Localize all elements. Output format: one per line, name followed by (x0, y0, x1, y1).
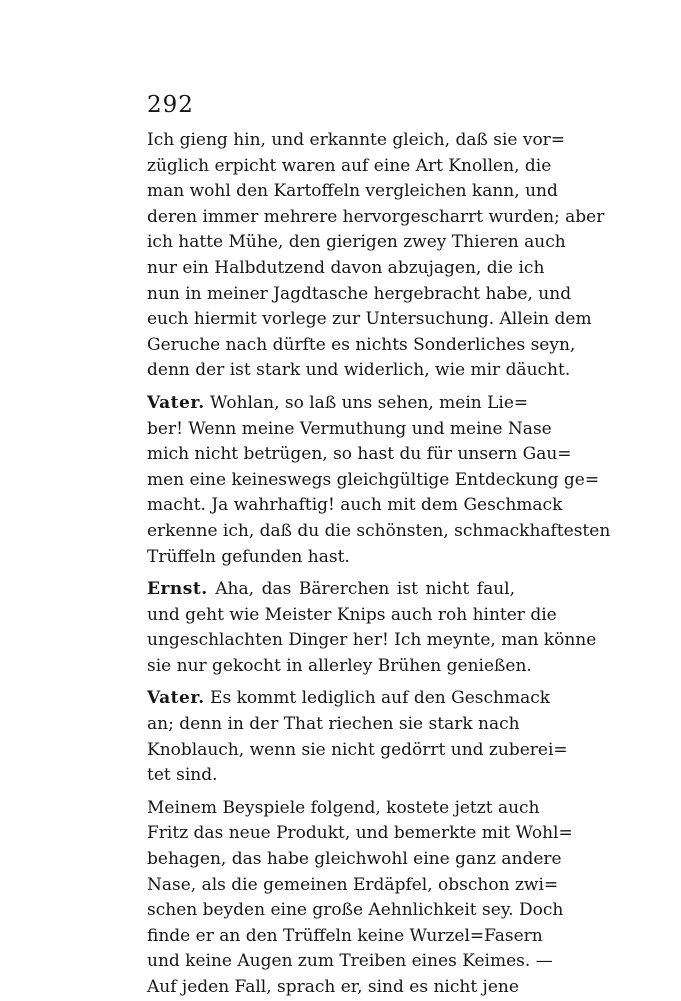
text-line: und geht wie Meister Knips auch roh hinter die (147, 604, 557, 625)
text-line: Ich gieng hin, und erkannte gleich, daß sie vor= (147, 130, 566, 150)
text-line: Geruche nach dürfte es nichts Sonderliches seyn, (147, 334, 576, 355)
text-line-rest: Es kommt lediglich auf den Geschmack (210, 688, 551, 709)
text-line: man wohl den Kartoffeln vergleichen kann, und (147, 181, 558, 202)
text-line: macht. Ja wahrhaftig! auch mit dem Geschmack (147, 495, 563, 516)
text-line: und keine Augen zum Treiben eines Keimes. — (147, 951, 553, 972)
text-line: ungeschlachten Dinger her! Ich meynte, man könne (147, 630, 597, 651)
text-line: Nase, als die gemeinen Erdäpfel, obschon zwi= (147, 874, 559, 895)
text-line-rest: Aha, das Bärerchen ist nicht faul, (215, 579, 515, 600)
speaker-name: Vater. (147, 392, 205, 413)
text-line: tet sind. (147, 765, 218, 786)
body-text (147, 128, 611, 1001)
text-line: an; denn in der That riechen sie stark nach (147, 714, 520, 735)
text-line: züglich erpicht waren auf eine Art Knollen, die (147, 155, 552, 176)
text-line: ich hatte Mühe, den gierigen zwey Thieren auch (147, 232, 566, 253)
text-line: Fritz das neue Produkt, und bemerkte mit Wohl= (147, 823, 573, 844)
paragraph-dialogue-vater-2 (147, 686, 568, 788)
text-line-with-speaker (147, 577, 515, 603)
text-line: nur ein Halbdutzend davon abzujagen, die ich (147, 257, 545, 278)
text-line: deren immer mehrere hervorgescharrt wurden; aber (147, 206, 605, 227)
paragraph-dialogue-vater-1 (147, 391, 611, 570)
text-line: erkenne ich, daß du die schönsten, schmackhaftesten (147, 520, 611, 541)
text-line: Trüffeln gefunden hast. (147, 546, 350, 567)
text-line-rest: Wohlan, so laß uns sehen, mein Lie= (210, 392, 529, 413)
text-line: sie nur gekocht in allerley Brühen genießen. (147, 655, 532, 676)
text-line-with-speaker (147, 391, 529, 417)
paragraph-narration-2 (147, 796, 573, 1001)
text-line: denn der ist stark und widerlich, wie mir däucht. (147, 360, 571, 381)
text-line: ber! Wenn meine Vermuthung und meine Nase (147, 418, 552, 439)
paragraph-narration-1 (147, 128, 605, 384)
text-line: Meinem Beyspiele folgend, kostete jetzt auch (147, 797, 540, 818)
text-line: mich nicht betrügen, so hast du für unsern Gau= (147, 444, 572, 465)
text-line: men eine keineswegs gleichgültige Entdeckung ge= (147, 469, 600, 490)
paragraph-dialogue-ernst (147, 577, 597, 679)
text-line: behagen, das habe gleichwohl eine ganz andere (147, 849, 562, 870)
speaker-name: Ernst. (147, 579, 208, 600)
page-number: 292 (147, 92, 194, 118)
text-line: Knoblauch, wenn sie nicht gedörrt und zuberei= (147, 739, 568, 760)
text-line: nun in meiner Jagdtasche hergebracht habe, und (147, 283, 572, 304)
text-line-with-speaker (147, 686, 551, 712)
speaker-name: Vater. (147, 688, 205, 709)
text-line: finde er an den Trüffeln keine Wurzel=Fasern (147, 925, 543, 946)
text-line: schen beyden eine große Aehnlichkeit sey. Doch (147, 900, 564, 921)
text-line: euch hiermit vorlege zur Untersuchung. Allein dem (147, 309, 592, 330)
text-line: Auf jeden Fall, sprach er, sind es nicht jene (147, 977, 519, 997)
